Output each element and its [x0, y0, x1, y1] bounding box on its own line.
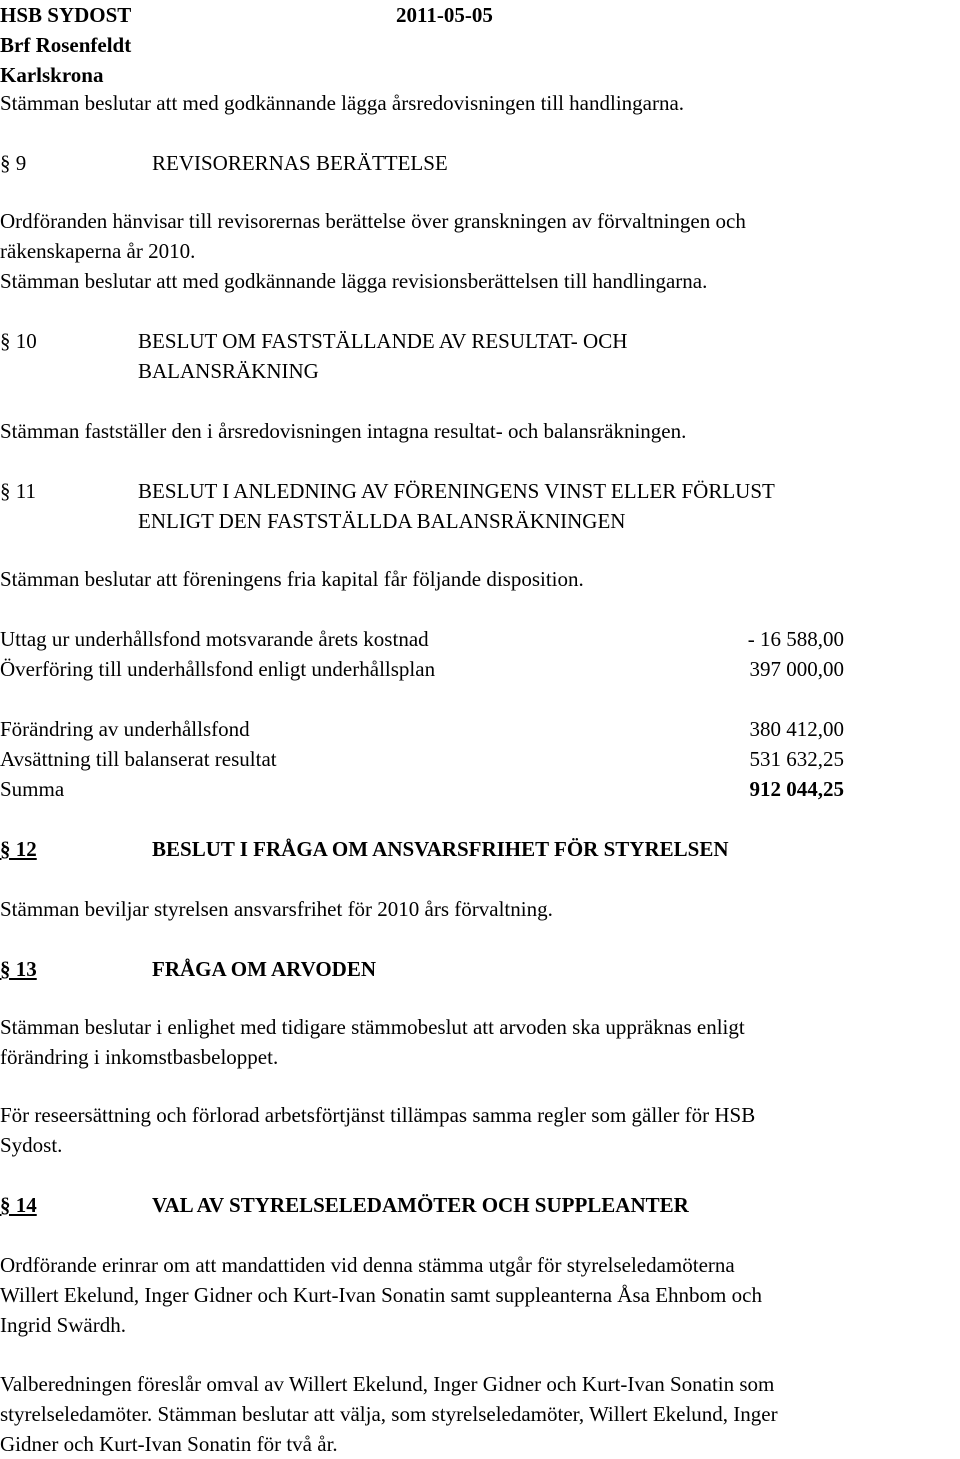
section-10-title — [138, 326, 627, 386]
disposition-label: Förändring av underhållsfond — [0, 717, 250, 741]
section-13-paragraph-1 — [0, 1012, 960, 1072]
paragraph-line: Stämman beslutar i enlighet med tidigare stämmobeslut att arvoden ska uppräknas enligt — [0, 1015, 745, 1039]
paragraph-line: Ingrid Swärdh. — [0, 1313, 126, 1337]
section-11-number: § 11 — [0, 479, 36, 503]
paragraph-line: Willert Ekelund, Inger Gidner och Kurt-Ivan Sonatin samt suppleanterna Åsa Ehnbom och — [0, 1283, 762, 1307]
paragraph-line: Ordförande erinrar om att mandattiden vid denna stämma utgår för styrelseledamöterna — [0, 1253, 735, 1277]
disposition-row — [0, 624, 860, 654]
section-10-title-line: BESLUT OM FASTSTÄLLANDE AV RESULTAT- OCH — [138, 329, 628, 353]
section-10-title-line: BALANSRÄKNING — [138, 359, 319, 383]
section-14-paragraph-2 — [0, 1369, 960, 1459]
paragraph-line: Valberedningen föreslår omval av Willert Ekelund, Inger Gidner och Kurt-Ivan Sonatin som — [0, 1372, 775, 1396]
section-11-title-line: ENLIGT DEN FASTSTÄLLDA BALANSRÄKNINGEN — [138, 509, 626, 533]
section-9-paragraph — [0, 206, 960, 296]
header-city: Karlskrona — [0, 63, 104, 87]
paragraph-line: Stämman beslutar att med godkännande lägga revisionsberättelsen till handlingarna. — [0, 269, 708, 293]
section-14-number: § 14 — [0, 1193, 37, 1217]
disposition-amount: 531 632,25 — [749, 747, 844, 771]
paragraph-line: styrelseledamöter. Stämman beslutar att välja, som styrelseledamöter, Willert Ekelund, Inger — [0, 1402, 778, 1426]
section-11-paragraph — [0, 564, 960, 594]
section-13-number: § 13 — [0, 957, 37, 981]
intro-paragraph — [0, 88, 960, 118]
section-12-number: § 12 — [0, 837, 37, 861]
section-12-paragraph — [0, 894, 960, 924]
section-9-number: § 9 — [0, 151, 27, 175]
disposition-row — [0, 654, 860, 684]
paragraph-line: Ordföranden hänvisar till revisorernas berättelse över granskningen av förvaltningen och — [0, 209, 746, 233]
section-12-title: BESLUT I FRÅGA OM ANSVARSFRIHET FÖR STYRELSEN — [152, 837, 729, 861]
header-date: 2011-05-05 — [396, 3, 493, 27]
section-9-title: REVISORERNAS BERÄTTELSE — [152, 151, 448, 175]
intro-line: Stämman beslutar att med godkännande lägga årsredovisningen till handlingarna. — [0, 91, 685, 115]
disposition-row — [0, 714, 860, 744]
disposition-amount: 397 000,00 — [749, 657, 844, 681]
section-11-title-line: BESLUT I ANLEDNING AV FÖRENINGENS VINST ELLER FÖRLUST — [138, 479, 775, 503]
disposition-total-amount: 912 044,25 — [749, 777, 844, 801]
section-14-title: VAL AV STYRELSELEDAMÖTER OCH SUPPLEANTER — [152, 1193, 689, 1217]
section-10-paragraph — [0, 416, 960, 446]
disposition-total-row — [0, 774, 860, 804]
paragraph-line: För reseersättning och förlorad arbetsförtjänst tillämpas samma regler som gäller för HSB — [0, 1103, 756, 1127]
section-13-title: FRÅGA OM ARVODEN — [152, 957, 377, 981]
disposition-row — [0, 744, 860, 774]
section-11-title — [138, 476, 775, 536]
paragraph-line: Sydost. — [0, 1133, 63, 1157]
disposition-label: Överföring till underhållsfond enligt underhållsplan — [0, 657, 436, 681]
paragraph-line: Gidner och Kurt-Ivan Sonatin för två år. — [0, 1432, 338, 1456]
header-association: Brf Rosenfeldt — [0, 33, 132, 57]
paragraph-line: räkenskaperna år 2010. — [0, 239, 196, 263]
section-14-paragraph-1 — [0, 1250, 960, 1340]
section-10-number: § 10 — [0, 329, 37, 353]
paragraph-line: Stämman beslutar att föreningens fria kapital får följande disposition. — [0, 567, 584, 591]
paragraph-line: Stämman beviljar styrelsen ansvarsfrihet för 2010 års förvaltning. — [0, 897, 553, 921]
disposition-total-label: Summa — [0, 777, 65, 801]
disposition-amount: - 16 588,00 — [747, 627, 844, 651]
disposition-label: Uttag ur underhållsfond motsvarande årets kostnad — [0, 627, 429, 651]
section-13-paragraph-2 — [0, 1100, 960, 1160]
header-org: HSB SYDOST — [0, 3, 132, 27]
paragraph-line: Stämman fastställer den i årsredovisningen intagna resultat- och balansräkningen. — [0, 419, 687, 443]
disposition-label: Avsättning till balanserat resultat — [0, 747, 277, 771]
paragraph-line: förändring i inkomstbasbeloppet. — [0, 1045, 279, 1069]
disposition-amount: 380 412,00 — [749, 717, 844, 741]
